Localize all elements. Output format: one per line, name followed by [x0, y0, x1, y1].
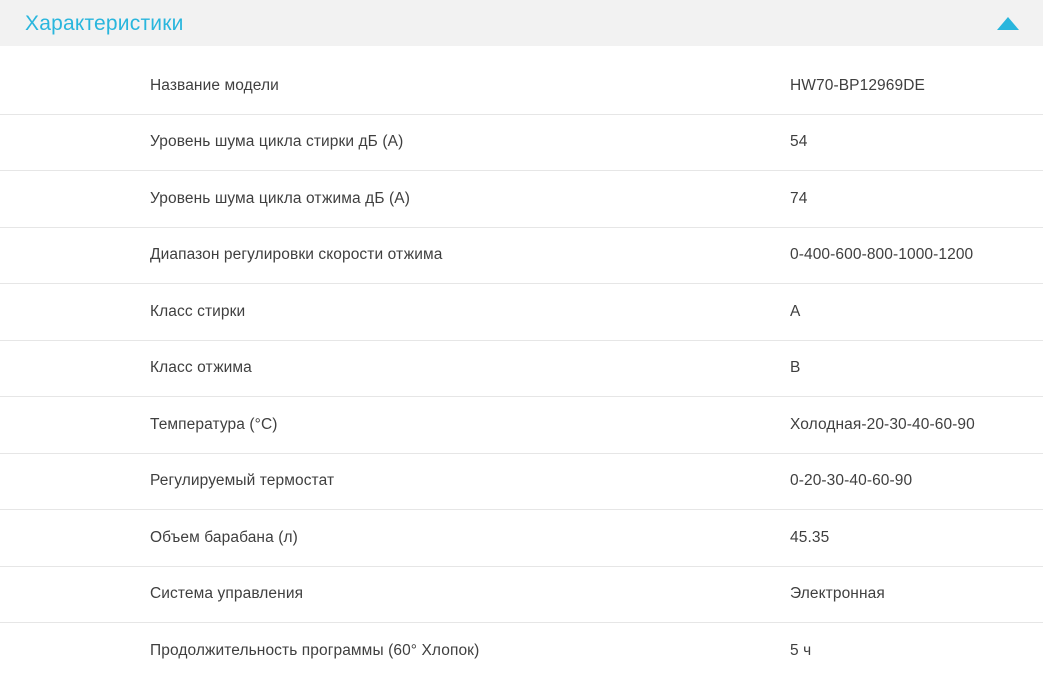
- spec-value: 45.35: [790, 528, 830, 546]
- spec-label: Название модели: [150, 76, 279, 94]
- caret-up-icon: [997, 17, 1019, 30]
- spec-label: Объем барабана (л): [150, 528, 298, 546]
- spec-label: Температура (°C): [150, 415, 278, 433]
- spec-value: HW70-BP12969DE: [790, 76, 925, 94]
- table-row: [0, 58, 1043, 115]
- table-row: [0, 341, 1043, 398]
- table-row: [0, 284, 1043, 341]
- table-row: [0, 510, 1043, 567]
- spec-label: Диапазон регулировки скорости отжима: [150, 246, 443, 264]
- spec-label: Система управления: [150, 585, 304, 603]
- spec-value: A: [790, 302, 801, 320]
- spec-value: 5 ч: [790, 642, 812, 660]
- table-row: [0, 115, 1043, 172]
- table-row: [0, 454, 1043, 511]
- spec-label: Класс отжима: [150, 359, 252, 377]
- specifications-list: [0, 46, 1043, 680]
- spec-value: B: [790, 359, 801, 377]
- specifications-header: [0, 0, 1043, 46]
- spec-value: 0-400-600-800-1000-1200: [790, 246, 974, 264]
- table-row: [0, 623, 1043, 680]
- spec-label: Регулируемый термостат: [150, 472, 335, 490]
- page-title: Характеристики: [25, 11, 184, 35]
- spec-label: Уровень шума цикла стирки дБ (А): [150, 133, 404, 151]
- spec-label: Класс стирки: [150, 302, 246, 320]
- spec-value: Электронная: [790, 585, 885, 603]
- spec-value: 0-20-30-40-60-90: [790, 472, 913, 490]
- spec-value: 74: [790, 189, 808, 207]
- table-row: [0, 567, 1043, 624]
- spec-value: Холодная-20-30-40-60-90: [790, 415, 975, 433]
- spec-label: Продолжительность программы (60° Хлопок): [150, 642, 480, 660]
- spec-value: 54: [790, 133, 808, 151]
- table-row: [0, 171, 1043, 228]
- spec-label: Уровень шума цикла отжима дБ (А): [150, 189, 410, 207]
- table-row: [0, 228, 1043, 285]
- table-row: [0, 397, 1043, 454]
- collapse-toggle-button[interactable]: [995, 10, 1021, 36]
